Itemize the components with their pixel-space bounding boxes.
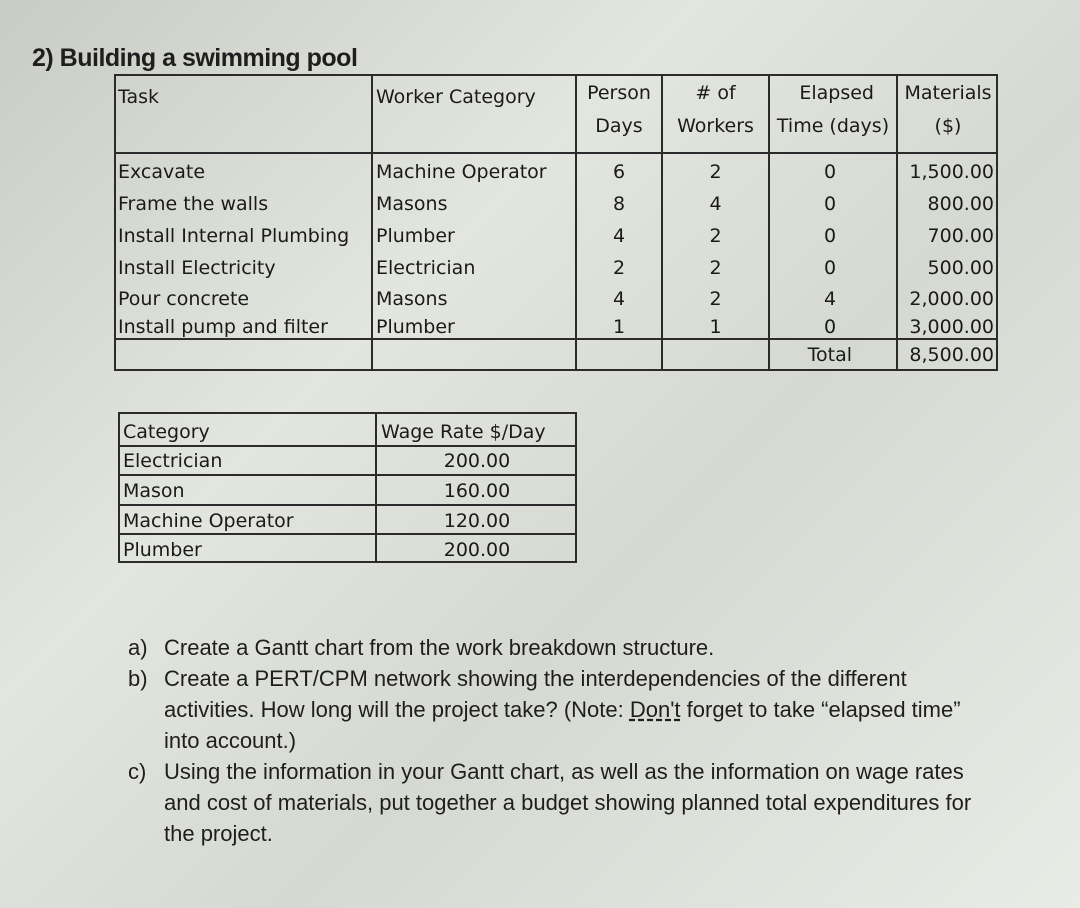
header-workers-1: # of [695, 82, 736, 104]
row-divider [118, 504, 577, 506]
materials-cell: 800.00 [927, 193, 994, 215]
wage-cell: 160.00 [443, 480, 511, 502]
question-text: Create a PERT/CPM network showing the interdependencies of the different activities. How long will the project take? (Note: [164, 666, 907, 722]
workers-cell: 2 [709, 257, 722, 279]
category-cell: Plumber [123, 539, 202, 561]
question-text: forget to take “elapsed time” into account.) [164, 697, 961, 753]
total-label: Total [807, 344, 852, 366]
materials-cell: 3,000.00 [909, 316, 994, 338]
task-cell: Frame the walls [118, 193, 269, 215]
header-workers-2: Workers [677, 115, 754, 137]
question-label: b) [128, 666, 148, 691]
page-title: 2) Building a swimming pool [32, 44, 358, 72]
elapsed-cell: 0 [824, 257, 837, 279]
worker-cell: Machine Operator [376, 161, 547, 183]
worker-cell: Plumber [376, 225, 455, 247]
question-c [128, 756, 988, 849]
person-days-cell: 1 [612, 316, 626, 338]
elapsed-cell: 0 [824, 316, 837, 338]
header-materials-1: Materials [904, 82, 992, 104]
wage-cell: 200.00 [443, 539, 511, 561]
header-person-days-1: Person [587, 82, 651, 104]
total-value: 8,500.00 [909, 344, 994, 366]
task-cell: Excavate [118, 161, 206, 183]
materials-cell: 1,500.00 [909, 161, 994, 183]
wage-cell: 200.00 [443, 450, 511, 472]
materials-cell: 700.00 [927, 225, 994, 247]
category-cell: Electrician [123, 450, 223, 472]
task-cell: Install Electricity [118, 257, 276, 279]
workers-cell: 1 [709, 316, 722, 338]
question-list [128, 632, 988, 849]
workers-cell: 2 [709, 288, 722, 310]
person-days-cell: 8 [612, 193, 626, 215]
header-materials-2: ($) [934, 115, 962, 137]
header-elapsed-1: Elapsed [799, 82, 874, 104]
total-row-divider [114, 338, 998, 340]
wage-cell: 120.00 [443, 510, 511, 532]
task-cell: Install pump and filter [118, 316, 328, 338]
header-wage-rate: Wage Rate $/Day [381, 421, 546, 443]
workers-cell: 2 [709, 225, 722, 247]
elapsed-cell: 4 [824, 288, 837, 310]
person-days-cell: 6 [612, 161, 626, 183]
worker-cell: Masons [376, 288, 448, 310]
task-cell: Pour concrete [118, 288, 250, 310]
elapsed-cell: 0 [824, 225, 837, 247]
header-person-days-2: Days [595, 115, 643, 137]
elapsed-cell: 0 [824, 161, 837, 183]
workers-cell: 2 [709, 161, 722, 183]
col-divider [371, 74, 373, 371]
header-divider [114, 152, 998, 154]
question-a [128, 632, 988, 663]
row-divider [118, 474, 577, 476]
question-label: c) [128, 759, 147, 784]
header-worker-category: Worker Category [376, 86, 536, 108]
header-elapsed-2: Time (days) [776, 115, 890, 137]
emphasis-dont: Don't [629, 697, 681, 722]
task-cell: Install Internal Plumbing [118, 225, 350, 247]
person-days-cell: 2 [612, 257, 626, 279]
question-b [128, 663, 988, 756]
category-cell: Mason [123, 480, 185, 502]
worker-cell: Plumber [376, 316, 455, 338]
row-divider [118, 445, 577, 447]
elapsed-cell: 0 [824, 193, 837, 215]
category-cell: Machine Operator [123, 510, 294, 532]
question-text: Create a Gantt chart from the work breakdown structure. [164, 635, 715, 660]
workers-cell: 4 [709, 193, 722, 215]
header-task: Task [118, 86, 160, 108]
header-category: Category [123, 421, 210, 443]
worker-cell: Electrician [376, 257, 476, 279]
materials-cell: 2,000.00 [909, 288, 994, 310]
person-days-cell: 4 [612, 288, 626, 310]
question-label: a) [128, 635, 148, 660]
row-divider [118, 533, 577, 535]
person-days-cell: 4 [612, 225, 626, 247]
materials-cell: 500.00 [927, 257, 994, 279]
worker-cell: Masons [376, 193, 448, 215]
question-text: Using the information in your Gantt chart, as well as the information on wage rates and cost of materials, put together a budget showing planned total expenditures for the project. [164, 759, 972, 846]
